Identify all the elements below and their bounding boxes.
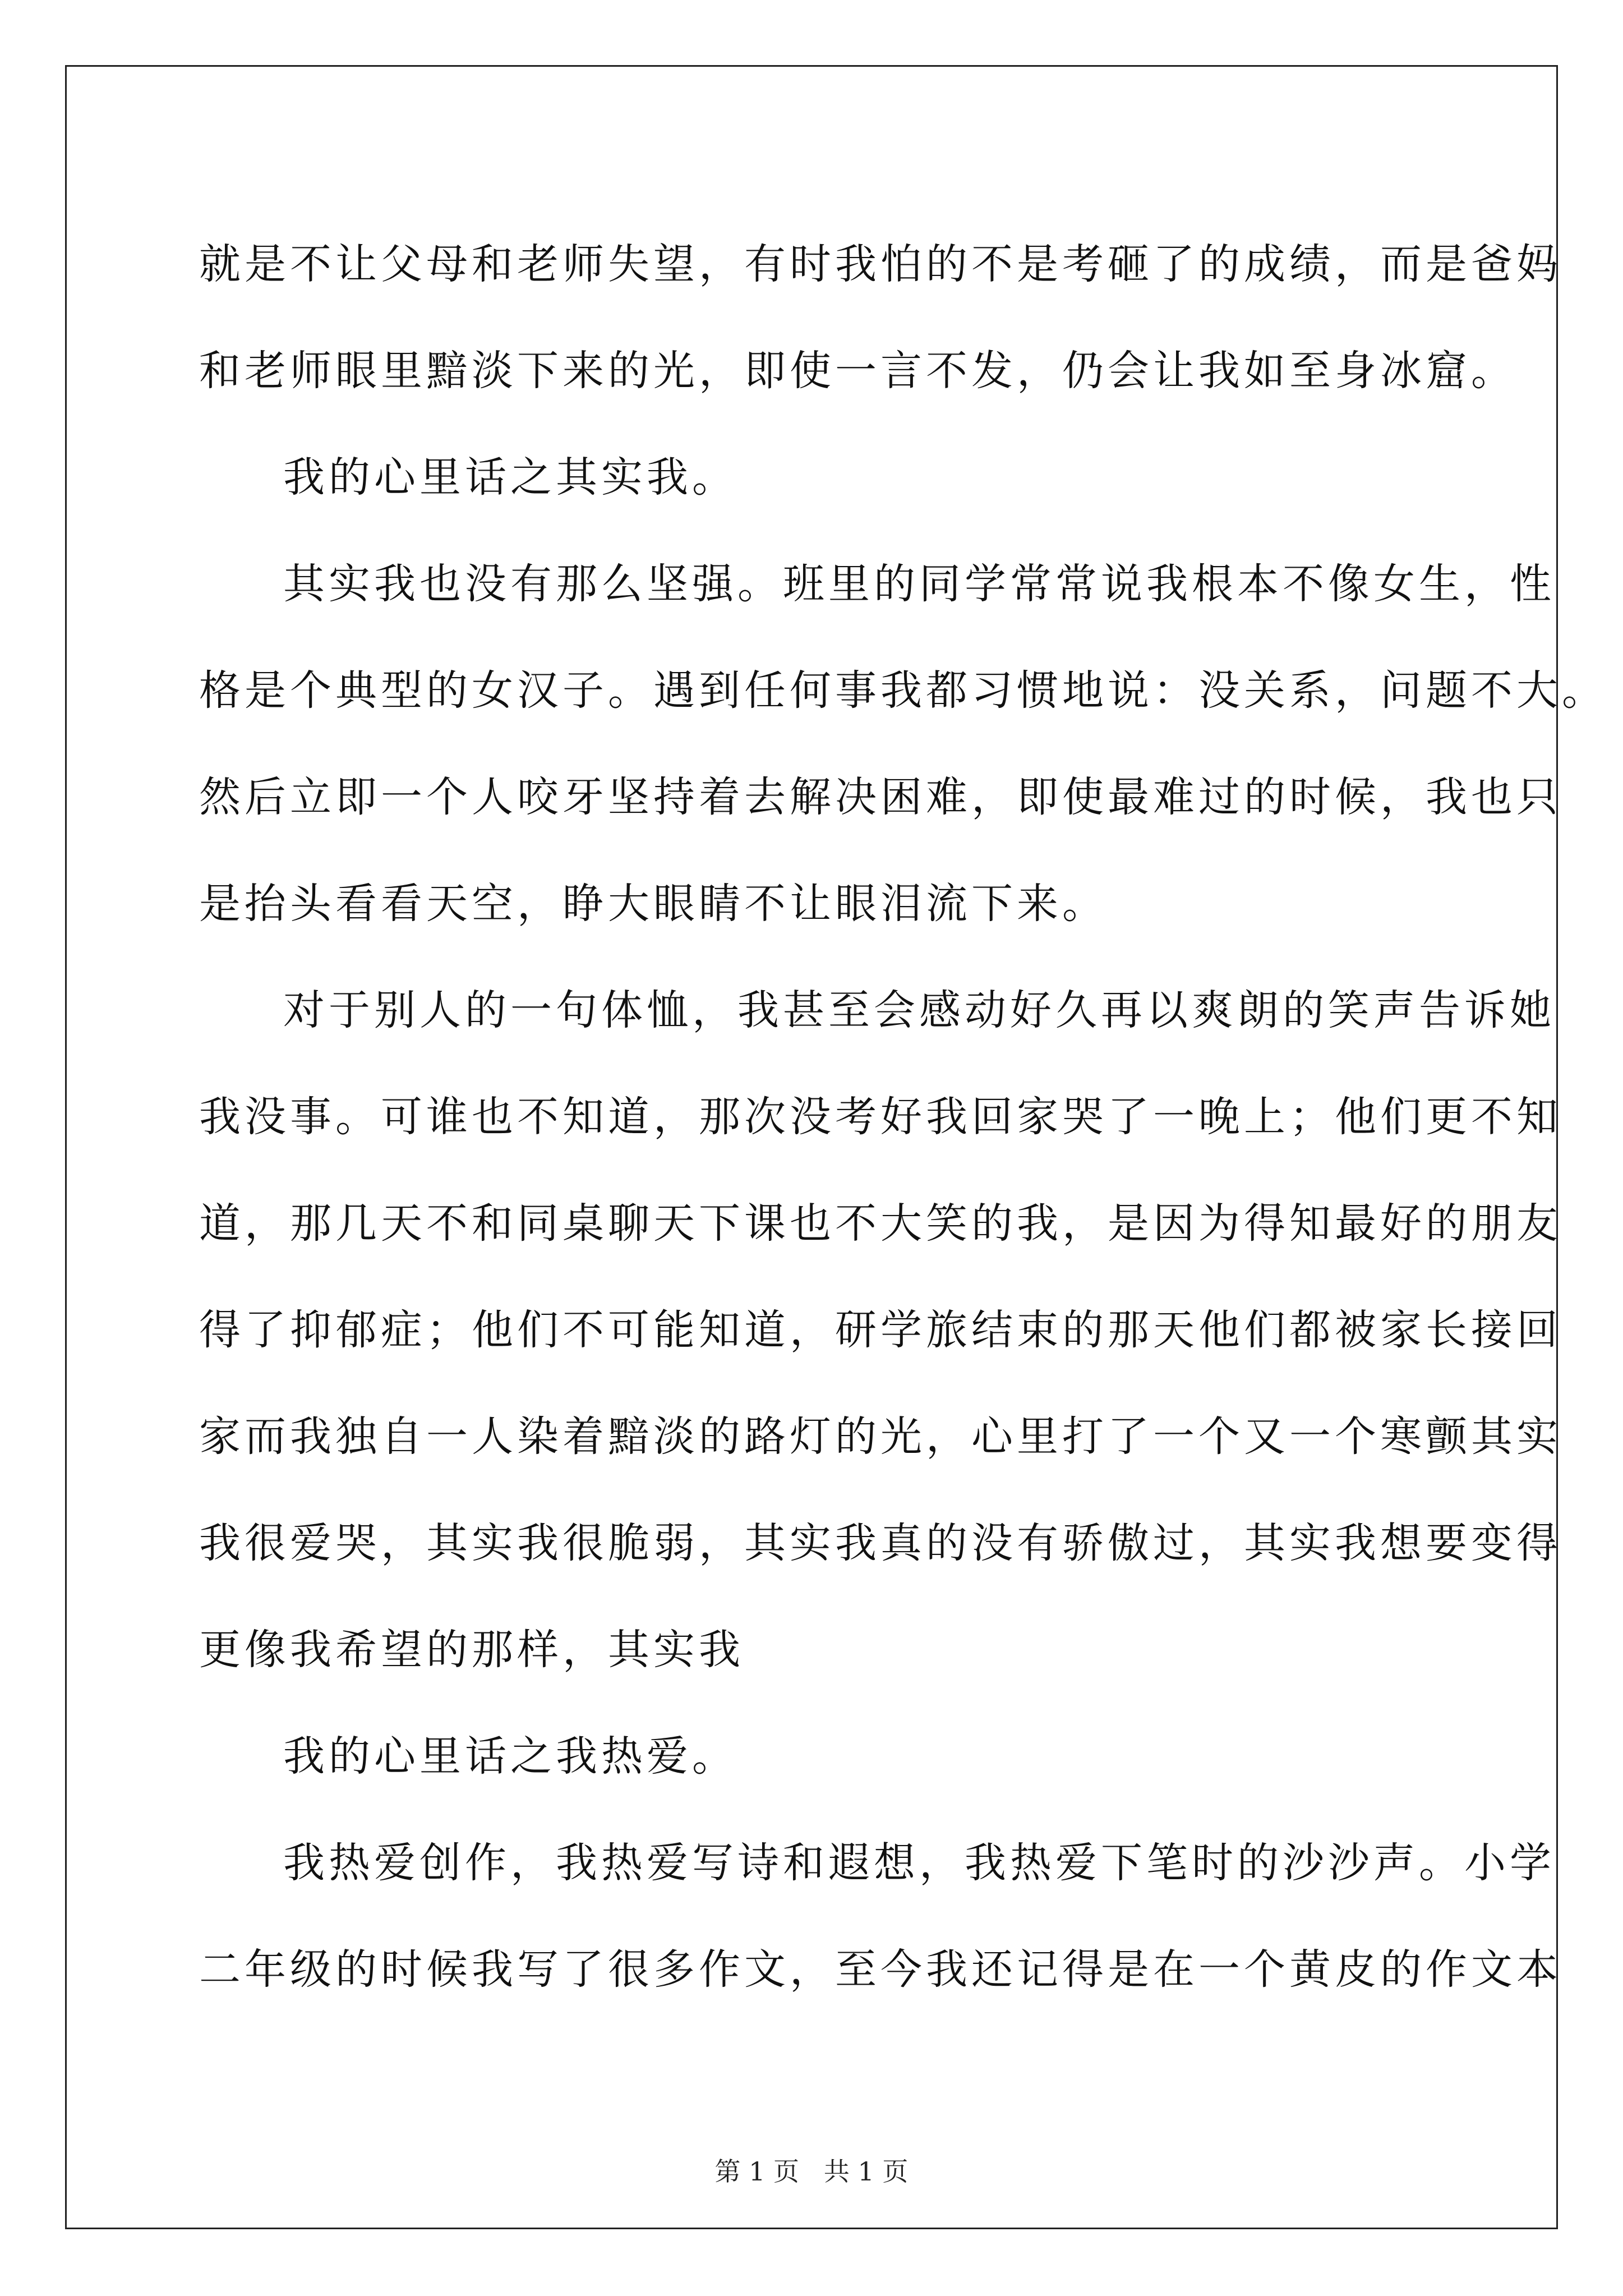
text-line: 得了抑郁症；他们不可能知道，研学旅结束的那天他们都被家长接回 xyxy=(199,1306,1562,1354)
paragraph-first-line: 其实我也没有那么坚强。班里的同学常常说我根本不像女生，性 xyxy=(283,560,1555,608)
paragraph-first-line: 我热爱创作，我热爱写诗和遐想，我热爱下笔时的沙沙声。小学 xyxy=(283,1839,1555,1887)
text-line: 更像我希望的那样，其实我 xyxy=(199,1626,744,1674)
text-line: 我没事。可谁也不知道，那次没考好我回家哭了一晚上；他们更不知 xyxy=(199,1093,1562,1141)
text-line: 我很爱哭，其实我很脆弱，其实我真的没有骄傲过，其实我想要变得 xyxy=(199,1519,1562,1567)
text-line: 二年级的时候我写了很多作文，至今我还记得是在一个黄皮的作文本 xyxy=(199,1945,1562,1994)
text-line: 和老师眼里黯淡下来的光，即使一言不发，仍会让我如至身冰窟。 xyxy=(199,347,1516,395)
paragraph-first-line: 对于别人的一句体恤，我甚至会感动好久再以爽朗的笑声告诉她 xyxy=(283,986,1555,1034)
paragraph-first-line: 我的心里话之其实我。 xyxy=(283,453,737,501)
paragraph-first-line: 我的心里话之我热爱。 xyxy=(283,1732,737,1780)
document-body xyxy=(199,211,1607,2023)
page-footer: 第 1 页 共 1 页 xyxy=(714,2156,909,2187)
text-line: 道，那几天不和同桌聊天下课也不大笑的我，是因为得知最好的朋友 xyxy=(199,1199,1562,1248)
text-line: 然后立即一个人咬牙坚持着去解决困难，即使最难过的时候，我也只 xyxy=(199,773,1562,821)
text-line: 格是个典型的女汉子。遇到任何事我都习惯地说：没关系，问题不大。 xyxy=(199,666,1607,715)
text-line: 是抬头看看天空，睁大眼睛不让眼泪流下来。 xyxy=(199,880,1108,928)
text-line: 就是不让父母和老师失望，有时我怕的不是考砸了的成绩，而是爸妈 xyxy=(199,240,1562,288)
text-line: 家而我独自一人染着黯淡的路灯的光，心里打了一个又一个寒颤其实 xyxy=(199,1412,1562,1461)
